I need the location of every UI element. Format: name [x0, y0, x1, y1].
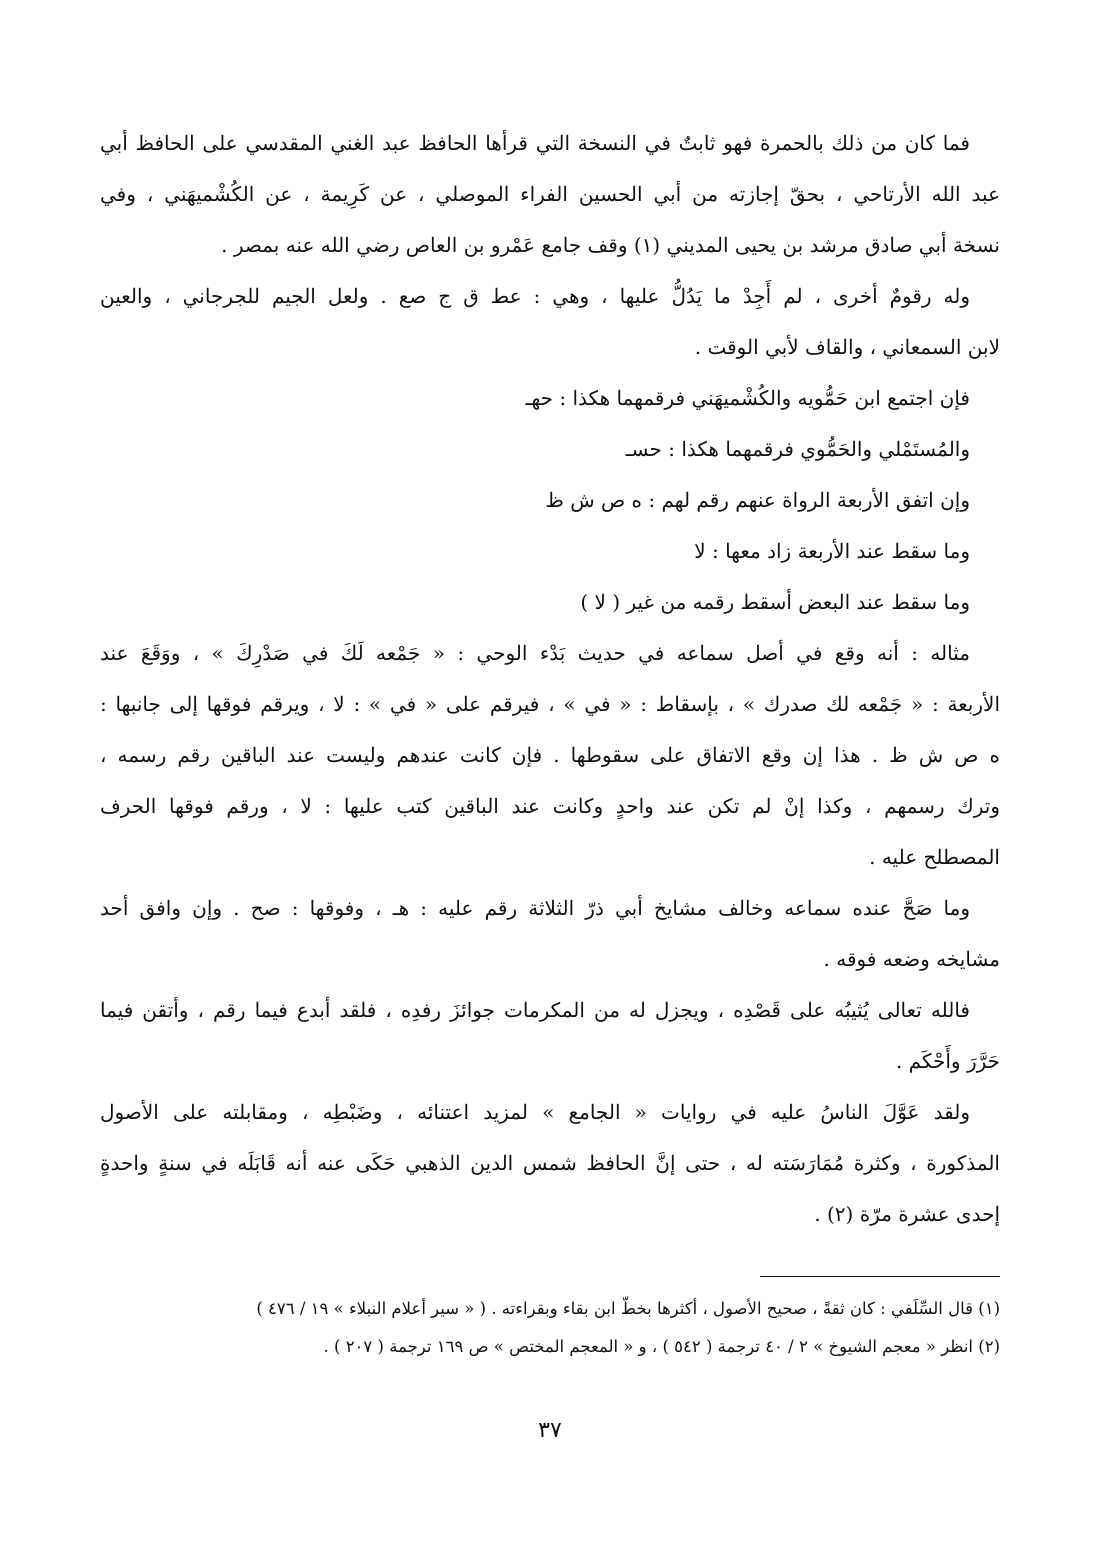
text-line: الأربعة : « جَمْعه لك صدرك » ، بإسقاط : « في » ، فيرقم على « في » : لا ، ويرقم فوقها إلى جانبها : — [100, 692, 1000, 716]
text-line: مشايخه وضعه فوقه . — [823, 947, 1000, 971]
text-line: ولقد عَوَّلَ الناسُ عليه في روايات « الجامع » لمزيد اعتنائه ، وضَبْطِه ، ومقابلته على الأصول — [100, 1100, 970, 1124]
text-line: وله رقومٌ أخرى ، لم أَجِدْ ما يَدُلُّ عليها ، وهي : عط ق ج صع . ولعل الجيم للجرجاني ، والعين — [100, 284, 970, 308]
text-line: إحدى عشرة مرّة (٢) . — [814, 1202, 1000, 1226]
text-line: حَرَّرَ وأَحْكَم . — [895, 1049, 1000, 1073]
text-line: وإن اتفق الأربعة الرواة عنهم رقم لهم : ه ص ش ظ — [545, 488, 970, 512]
main-text — [100, 118, 1000, 1240]
text-line: وما سقط عند الأربعة زاد معها : لا — [694, 539, 970, 563]
text-line: عبد الله الأرتاحي ، بحقّ إجازته من أبي الحسين الفراء الموصلي ، عن كَرِيمة ، عن الكُشْميهَني ، وفي — [100, 182, 1000, 206]
text-line: والمُستَمْلي والحَمُّوي فرقمهما هكذا : حسـ — [625, 437, 970, 461]
footnotes — [100, 1290, 1000, 1366]
text-line: وترك رسمهم ، وكذا إنْ لم تكن عند واحدٍ وكانت عند الباقين كتب عليها : لا ، ورقم فوقها الحرف — [100, 794, 1000, 818]
footnote-1: (١) قال السِّلَفي : كان ثقةً ، صحيح الأصول ، أكثرها بخطّ ابن بقاء وبقراءته . ( « سير أعلام النبلاء » ١٩ / ٤٧٦ ) — [256, 1299, 1000, 1318]
text-line: وما صَحَّ عنده سماعه وخالف مشايخ أبي ذرّ الثلاثة رقم عليه : هـ ، وفوقها : صح . وإن وافق أحد — [100, 896, 970, 920]
text-line: مثاله : أنه وقع في أصل سماعه في حديث بَدْء الوحي : « جَمْعه لَكَ في صَدْرِكَ » ، ووَقَعَ عند — [100, 641, 970, 665]
text-line: المصطلح عليه . — [869, 845, 1000, 869]
footnote-divider — [760, 1276, 1000, 1277]
text-line: فما كان من ذلك بالحمرة فهو ثابتٌ في النسخة التي قرأها الحافظ عبد الغني المقدسي على الحافظ أبي — [100, 131, 970, 155]
page-number: ٣٧ — [538, 1418, 562, 1443]
text-line: المذكورة ، وكثرة مُمَارَسَته له ، حتى إنَّ الحافظ شمس الدين الذهبي حَكَى عنه أنه قَابَلَه في سنةٍ واحدةٍ — [100, 1151, 1000, 1175]
text-line: وما سقط عند البعض أسقط رقمه من غير ( لا ) — [580, 590, 970, 614]
text-line: فالله تعالى يُثيبُه على قَصْدِه ، ويجزل له من المكرمات جوائزَ رفدِه ، فلقد أبدع فيما رقم ، وأتقن فيما — [100, 998, 970, 1022]
footnote-2: (٢) انظر « معجم الشيوخ » ٢ / ٤٠ ترجمة ( ٥٤٢ ) ، و « المعجم المختص » ص ١٦٩ ترجمة ( ٢٠٧ ) . — [323, 1337, 1000, 1356]
text-line: لابن السمعاني ، والقاف لأبي الوقت . — [694, 335, 1000, 359]
text-line: ه ص ش ظ . هذا إن وقع الاتفاق على سقوطها . فإن كانت عندهم وليست عند الباقين رقم رسمه ، — [100, 743, 1000, 767]
text-line: نسخة أبي صادق مرشد بن يحيى المديني (١) وقف جامع عَمْرو بن العاص رضي الله عنه بمصر . — [221, 233, 1000, 257]
text-line: فإن اجتمع ابن حَمُّويه والكُشْميهَني فرقمهما هكذا : حهـ — [525, 386, 970, 410]
